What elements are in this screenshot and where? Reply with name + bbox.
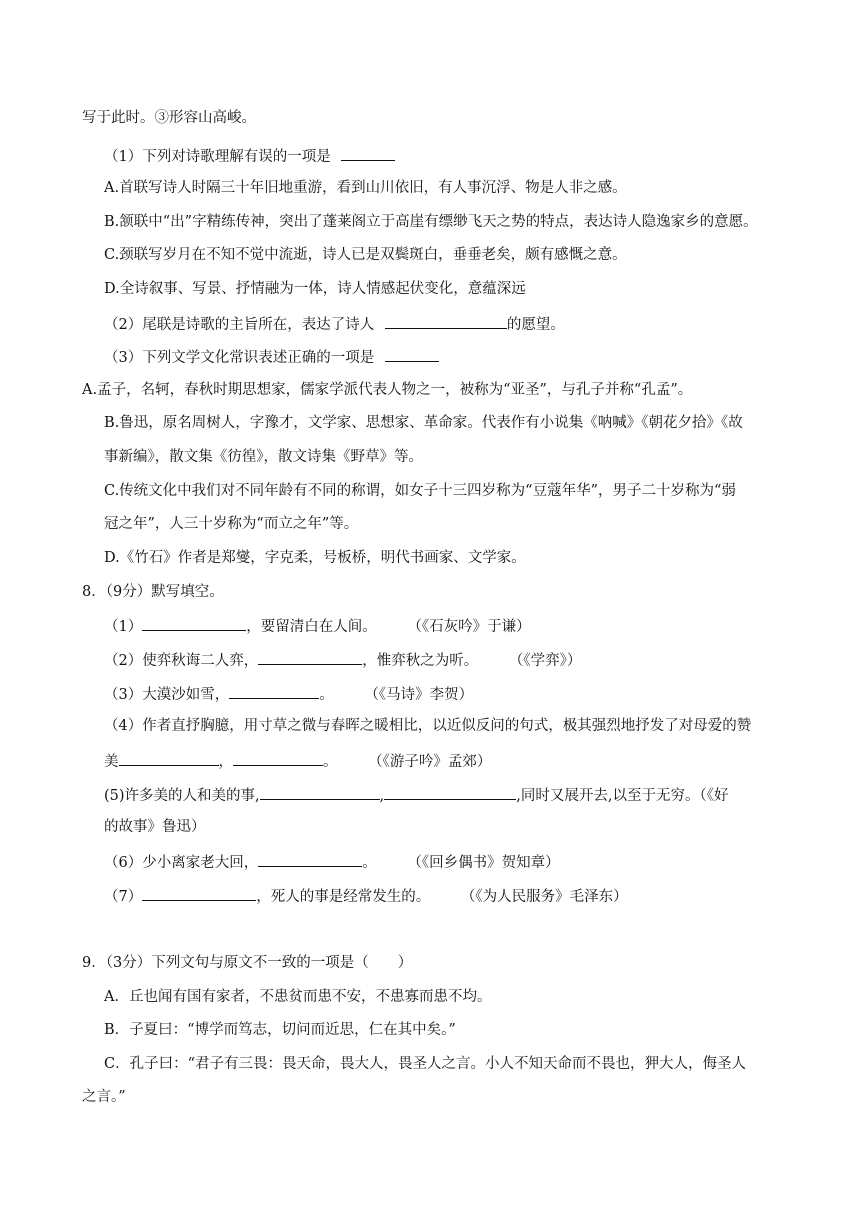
option-b-line1: B.鲁迅，原名周树人，字豫才，文学家、思想家、革命家。代表作有小说集《呐喊》《朝花夕拾》《故: [104, 415, 743, 431]
option-c-line1: C.传统文化中我们对不同年龄有不同的称谓，如女子十三四岁称为“豆蔻年华”，男子二十岁称为“弱: [104, 483, 736, 499]
answer-blank[interactable]: [384, 784, 516, 800]
answer-blank[interactable]: [229, 683, 319, 699]
answer-blank[interactable]: [385, 313, 507, 329]
option-c-line1: C．孔子曰：“君子有三畏：畏天命，畏大人，畏圣人之言。小人不知天命而不畏也，狎大人，侮圣人: [104, 1056, 747, 1072]
answer-blank[interactable]: [119, 750, 219, 766]
sub-question-3: （3）下列文学文化常识表述正确的一项是: [104, 346, 439, 368]
fill-item-1: （1） ，要留清白在人间。 （《石灰吟》于谦）: [104, 615, 531, 637]
fill-item-4-line2: 美 ， 。 （《游子吟》孟郊）: [104, 750, 491, 772]
answer-blank[interactable]: [142, 885, 256, 901]
answer-blank[interactable]: [142, 615, 246, 631]
option-d: D.全诗叙事、写景、抒情融为一体，诗人情感起伏变化，意蕴深远: [104, 281, 526, 297]
fill-item-5-line2: 的故事》鲁迅）: [104, 819, 206, 835]
fill-item-4-line1: （4）作者直抒胸臆，用寸草之微与春晖之暖相比，以近似反问的句式，极其强烈地抒发了对母爱的赞: [104, 718, 752, 734]
footnote-tail: 写于此时。③形容山高峻。: [82, 110, 256, 126]
option-b: B．子夏曰：“博学而笃志，切问而近思，仁在其中矣。”: [104, 1022, 456, 1038]
answer-blank[interactable]: [385, 346, 439, 362]
fill-item-6: （6）少小离家老大回， 。 （《回乡偶书》贺知章）: [104, 851, 560, 873]
answer-blank[interactable]: [258, 851, 362, 867]
sub-question-2: （2）尾联是诗歌的主旨所在，表达了诗人 的愿望。: [104, 313, 565, 335]
option-a: A．丘也闻有国有家者，不患贫而患不安，不患寡而患不均。: [104, 989, 492, 1005]
fill-item-2: （2）使弈秋诲二人弈， ，惟弈秋之为听。 （《学弈》）: [104, 649, 581, 671]
fill-item-5-line1: (5)许多美的人和美的事, , ,同时又展开去,以至于无穷。（《好: [104, 784, 728, 806]
option-b-line2: 事新编》，散文集《彷徨》，散文诗集《野草》等。: [104, 449, 423, 465]
question-title: 9．（3分）下列文句与原文不一致的一项是（ ）: [82, 955, 413, 971]
sub-question-1: （1）下列对诗歌理解有误的一项是: [104, 145, 395, 167]
answer-blank[interactable]: [341, 145, 395, 161]
option-a: A.孟子，名轲，春秋时期思想家，儒家学派代表人物之一，被称为“亚圣”，与孔子并称“孔孟”。: [82, 382, 693, 398]
option-c-line2: 冠之年”，人三十岁称为“而立之年”等。: [104, 516, 359, 532]
option-b: B.颔联中“出”字精练传神，突出了蓬莱阁立于高崖有缥缈飞天之势的特点，表达诗人隐逸家乡的意愿。: [104, 214, 758, 230]
answer-blank[interactable]: [260, 784, 380, 800]
option-a: A.首联写诗人时隔三十年旧地重游，看到山川依旧，有人事沉浮、物是人非之感。: [104, 180, 627, 196]
fill-item-3: （3）大漠沙如雪， 。 （《马诗》李贺）: [104, 683, 473, 705]
option-c-line2: 之言。”: [82, 1089, 126, 1105]
answer-blank[interactable]: [258, 649, 362, 665]
option-d: D.《竹石》作者是郑燮，字克柔，号板桥，明代书画家、文学家。: [104, 550, 526, 566]
answer-blank[interactable]: [233, 750, 323, 766]
fill-item-7: （7） ，死人的事是经常发生的。 （《为人民服务》毛泽东）: [104, 885, 628, 907]
option-c: C.颈联写岁月在不知不觉中流逝，诗人已是双鬓斑白，垂垂老矣，颇有感慨之意。: [104, 247, 627, 263]
question-title: 8．（9分）默写填空。: [82, 584, 224, 600]
